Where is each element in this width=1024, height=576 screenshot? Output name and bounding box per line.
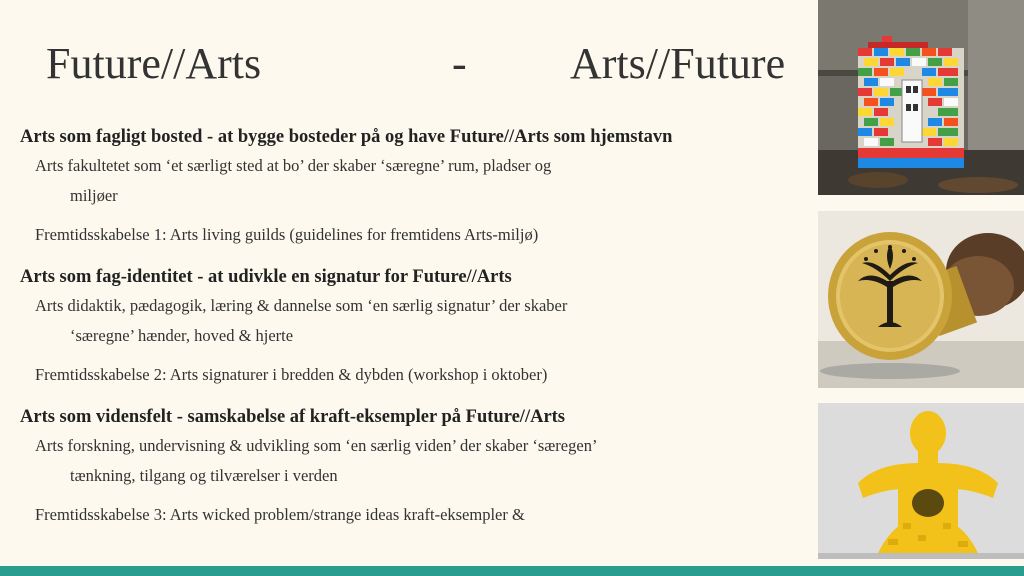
- title-right: Arts//Future: [570, 39, 786, 88]
- body-line: tænkning, tilgang og tilværelser i verden: [70, 466, 338, 485]
- section-body: [20, 151, 820, 211]
- body-line: ‘særegne’ hænder, hoved & hjerte: [70, 326, 294, 345]
- slide-title: [0, 38, 818, 102]
- future-item: Fremtidsskabelse 1: Arts living guilds (guidelines for fremtidens Arts-miljø): [35, 225, 539, 244]
- body-line: miljøer: [70, 186, 118, 205]
- title-left: Future//Arts: [46, 39, 262, 88]
- title-separator: -: [452, 39, 467, 88]
- body-line: Arts fakultetet som ‘et særligt sted at bo’ der skaber ‘særegne’ rum, pladser og: [35, 156, 552, 175]
- slide-content: [20, 123, 820, 543]
- section-3: [20, 403, 820, 529]
- section-body: [20, 291, 820, 351]
- section-heading: Arts som fagligt bosted - at bygge bosteder på og have Future//Arts som hjemstavn: [20, 127, 673, 147]
- lego-yellow-figure-photo: [818, 403, 1024, 559]
- body-line: Arts didaktik, pædagogik, læring & dannelse som ‘en særlig signatur’ der skaber: [35, 296, 568, 315]
- section-2: [20, 263, 820, 389]
- lego-house-photo: [818, 0, 1024, 195]
- section-heading: Arts som vidensfelt - samskabelse af kraft-eksempler på Future//Arts: [20, 407, 566, 427]
- section-1: [20, 123, 820, 249]
- wax-seal-tree-photo: [818, 211, 1024, 388]
- future-item: Fremtidsskabelse 3: Arts wicked problem/strange ideas kraft-eksempler &: [35, 505, 525, 524]
- body-line: Arts forskning, undervisning & udvikling som ‘en særlig viden’ der skaber ‘særegen’: [35, 436, 598, 455]
- section-body: [20, 431, 820, 491]
- accent-bar: [0, 566, 1024, 576]
- section-heading: Arts som fag-identitet - at udivkle en signatur for Future//Arts: [20, 267, 512, 287]
- future-item: Fremtidsskabelse 2: Arts signaturer i bredden & dybden (workshop i oktober): [35, 365, 548, 384]
